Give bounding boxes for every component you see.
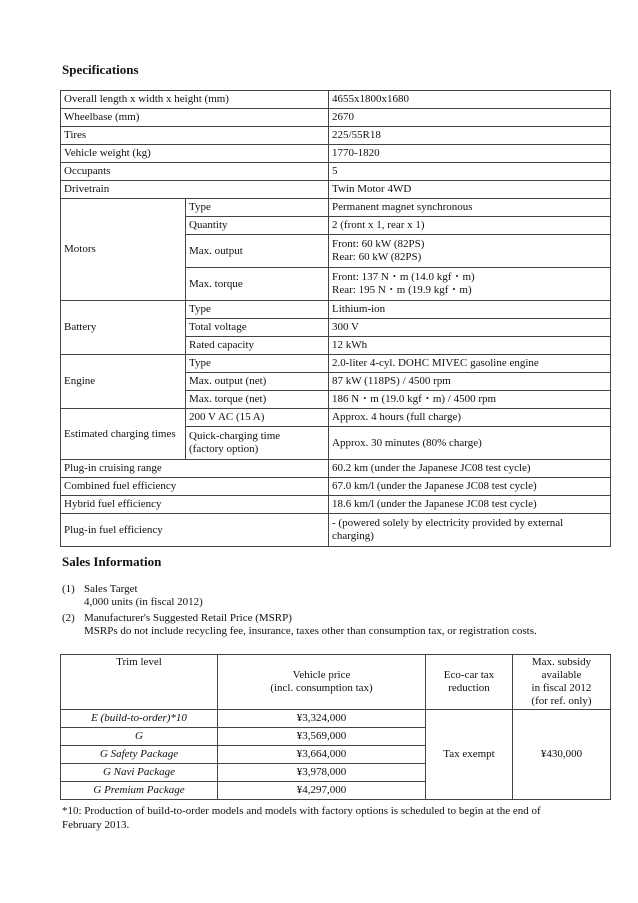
spec-value: Permanent magnet synchronous: [329, 199, 611, 217]
vehicle-price: ¥3,664,000: [218, 746, 426, 764]
spec-value: [329, 514, 611, 547]
table-row: [61, 514, 611, 547]
vehicle-price: ¥4,297,000: [218, 782, 426, 800]
specifications-heading: Specifications: [62, 62, 139, 77]
trim-level: G Premium Package: [61, 782, 218, 800]
vehicle-price: ¥3,978,000: [218, 764, 426, 782]
table-row: [61, 409, 611, 427]
table-row: [61, 460, 611, 478]
header-line: reduction: [448, 682, 490, 694]
column-header: [426, 655, 513, 710]
spec-value-line: - (powered solely by electricity provided by external: [332, 517, 564, 529]
spec-label: Plug-in fuel efficiency: [61, 514, 329, 547]
trim-level: E (build-to-order)*10: [61, 710, 218, 728]
list-text: [84, 583, 203, 609]
spec-label: 200 V AC (15 A): [186, 409, 329, 427]
table-row: [61, 496, 611, 514]
table-row: [61, 478, 611, 496]
spec-value: [329, 268, 611, 301]
footnote: *10: Production of build-to-order models and models with factory options is scheduled to begin at the end of February 2013.: [62, 805, 541, 831]
header-line: (for ref. only): [531, 695, 592, 707]
spec-value: [329, 235, 611, 268]
spec-label-line: (factory option): [189, 443, 259, 455]
spec-value: Lithium-ion: [329, 301, 611, 319]
list-number: (2): [62, 612, 75, 624]
header-line: Eco-car tax: [443, 669, 495, 681]
spec-value-line: Front: 60 kW (82PS): [332, 238, 425, 250]
spec-group-label: Battery: [61, 301, 186, 355]
spec-value: 67.0 km/l (under the Japanese JC08 test cycle): [329, 478, 611, 496]
spec-value: 2670: [329, 109, 611, 127]
spec-label: Occupants: [61, 163, 329, 181]
eco-car-tax-reduction: Tax exempt: [426, 710, 513, 800]
spec-value-line: Front: 137 N・m (14.0 kgf・m): [332, 271, 475, 283]
table-header-row: [61, 655, 611, 710]
list-text: [84, 612, 537, 638]
spec-label-line: Quick-charging time: [189, 430, 281, 442]
spec-label: Rated capacity: [186, 337, 329, 355]
table-row: [61, 163, 611, 181]
spec-value-line: charging): [332, 530, 374, 542]
spec-label: Hybrid fuel efficiency: [61, 496, 329, 514]
spec-label: Max. torque: [186, 268, 329, 301]
spec-label: Type: [186, 301, 329, 319]
spec-label: Combined fuel efficiency: [61, 478, 329, 496]
table-row: [61, 181, 611, 199]
spec-label: Max. torque (net): [186, 391, 329, 409]
spec-value: 1770-1820: [329, 145, 611, 163]
spec-label: Max. output (net): [186, 373, 329, 391]
list-item: [62, 583, 622, 609]
list-item: [62, 612, 622, 638]
table-row: [61, 109, 611, 127]
spec-value: Approx. 4 hours (full charge): [329, 409, 611, 427]
column-header: [513, 655, 611, 710]
specifications-table: [60, 90, 611, 547]
spec-group-label: Engine: [61, 355, 186, 409]
spec-value: 18.6 km/l (under the Japanese JC08 test cycle): [329, 496, 611, 514]
header-line: Max. subsidy available: [531, 656, 592, 681]
vehicle-price: ¥3,569,000: [218, 728, 426, 746]
table-row: [61, 127, 611, 145]
header-line: Vehicle price: [292, 669, 351, 681]
spec-label: Drivetrain: [61, 181, 329, 199]
list-line: Manufacturer's Suggested Retail Price (MSRP): [84, 612, 292, 624]
spec-group-label: Estimated charging times: [61, 409, 186, 460]
spec-value-line: Rear: 195 N・m (19.9 kgf・m): [332, 284, 472, 296]
spec-label: [186, 427, 329, 460]
spec-group-label: Motors: [61, 199, 186, 301]
trim-level: G Safety Package: [61, 746, 218, 764]
spec-label: Wheelbase (mm): [61, 109, 329, 127]
spec-value: 4655x1800x1680: [329, 91, 611, 109]
spec-value-line: Rear: 60 kW (82PS): [332, 251, 422, 263]
list-number: (1): [62, 583, 75, 595]
table-row: [61, 355, 611, 373]
table-row: [61, 199, 611, 217]
column-header: Trim level: [61, 655, 218, 710]
spec-value: 186 N・m (19.0 kgf・m) / 4500 rpm: [329, 391, 611, 409]
header-line: in fiscal 2012: [531, 682, 592, 694]
list-line: Sales Target: [84, 583, 138, 595]
trim-level: G: [61, 728, 218, 746]
spec-label: Vehicle weight (kg): [61, 145, 329, 163]
spec-label: Overall length x width x height (mm): [61, 91, 329, 109]
spec-label: Type: [186, 355, 329, 373]
spec-label: Plug-in cruising range: [61, 460, 329, 478]
vehicle-price: ¥3,324,000: [218, 710, 426, 728]
trim-level: G Navi Package: [61, 764, 218, 782]
sales-information-heading: Sales Information: [62, 554, 162, 569]
max-subsidy: ¥430,000: [513, 710, 611, 800]
sales-list: [62, 583, 622, 638]
spec-value: Twin Motor 4WD: [329, 181, 611, 199]
spec-value: 60.2 km (under the Japanese JC08 test cycle): [329, 460, 611, 478]
spec-label: Quantity: [186, 217, 329, 235]
spec-value: 87 kW (118PS) / 4500 rpm: [329, 373, 611, 391]
spec-value: 300 V: [329, 319, 611, 337]
list-line: MSRPs do not include recycling fee, insurance, taxes other than consumption tax, or registration costs.: [84, 625, 537, 637]
spec-value: 5: [329, 163, 611, 181]
table-row: [61, 145, 611, 163]
spec-value: 225/55R18: [329, 127, 611, 145]
list-line: 4,000 units (in fiscal 2012): [84, 596, 203, 608]
table-row: [61, 91, 611, 109]
spec-value: Approx. 30 minutes (80% charge): [329, 427, 611, 460]
spec-label: Type: [186, 199, 329, 217]
spec-value: 12 kWh: [329, 337, 611, 355]
header-line: (incl. consumption tax): [270, 682, 373, 694]
price-table: [60, 654, 611, 800]
spec-label: Max. output: [186, 235, 329, 268]
table-row: [61, 710, 611, 728]
table-row: [61, 301, 611, 319]
spec-label: Total voltage: [186, 319, 329, 337]
spec-label: Tires: [61, 127, 329, 145]
column-header: [218, 655, 426, 710]
spec-value: 2 (front x 1, rear x 1): [329, 217, 611, 235]
spec-value: 2.0-liter 4-cyl. DOHC MIVEC gasoline engine: [329, 355, 611, 373]
